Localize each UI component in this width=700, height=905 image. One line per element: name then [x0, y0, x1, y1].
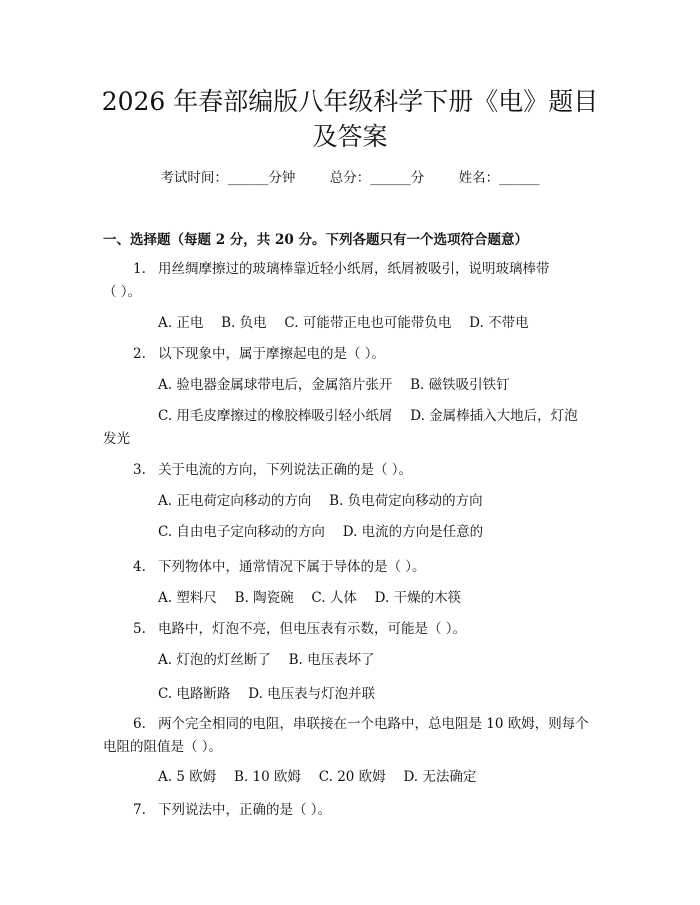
question-2-options-2: C. 用毛皮摩擦过的橡胶棒吸引轻小纸屑 D. 金属棒插入大地后，灯泡	[158, 408, 578, 424]
question-6-continued: 电阻的阻值是（ ）。	[103, 739, 223, 755]
student-name: 姓名：______	[458, 170, 540, 186]
question-5-options-1: A. 灯泡的灯丝断了 B. 电压表坏了	[158, 652, 375, 668]
question-1	[133, 259, 550, 279]
question-3-options-2: C. 自由电子定向移动的方向 D. 电流的方向是任意的	[158, 524, 484, 540]
question-1-options: A. 正电 B. 负电 C. 可能带正电也可能带负电 D. 不带电	[158, 315, 529, 331]
question-text: 两个完全相同的电阻，串联接在一个电路中，总电阻是 10 欧姆，则每个	[158, 716, 589, 732]
document-title	[60, 84, 640, 154]
question-number: 2.	[133, 346, 146, 362]
question-text: 以下现象中，属于摩擦起电的是（ ）。	[158, 346, 386, 362]
question-5	[133, 619, 466, 639]
section-heading: 一、选择题（每题 2 分，共 20 分。下列各题只有一个选项符合题意）	[103, 232, 528, 248]
question-6-options: A. 5 欧姆 B. 10 欧姆 C. 20 欧姆 D. 无法确定	[158, 769, 477, 785]
question-text: 下列物体中，通常情况下属于导体的是（ ）。	[158, 559, 426, 575]
question-number: 7.	[133, 802, 146, 818]
question-7	[133, 800, 331, 820]
question-number: 1.	[133, 261, 146, 277]
question-2	[133, 344, 385, 364]
question-5-options-2: C. 电路断路 D. 电压表与灯泡并联	[158, 686, 376, 702]
question-text: 关于电流的方向，下列说法正确的是（ ）。	[158, 462, 413, 478]
question-text: 电路中，灯泡不亮，但电压表有示数，可能是（ ）。	[158, 621, 467, 637]
question-6	[133, 714, 589, 734]
question-4	[133, 557, 426, 577]
title-line-2: 及答案	[312, 122, 388, 151]
question-text: 下列说法中，正确的是（ ）。	[158, 802, 332, 818]
question-3-options-1: A. 正电荷定向移动的方向 B. 负电荷定向移动的方向	[158, 493, 483, 509]
question-3	[133, 460, 412, 480]
exam-time: 考试时间：______分钟	[160, 170, 296, 186]
question-number: 4.	[133, 559, 146, 575]
question-number: 6.	[133, 716, 146, 732]
question-4-options: A. 塑料尺 B. 陶瓷碗 C. 人体 D. 干燥的木筷	[158, 590, 462, 606]
question-number: 5.	[133, 621, 146, 637]
title-line-1: 2026 年春部编版八年级科学下册《电》题目	[101, 87, 599, 116]
question-text: 用丝绸摩擦过的玻璃棒靠近轻小纸屑，纸屑被吸引，说明玻璃棒带	[158, 261, 550, 277]
question-number: 3.	[133, 462, 146, 478]
question-2-options-1: A. 验电器金属球带电后，金属箔片张开 B. 磁铁吸引铁钉	[158, 377, 510, 393]
question-2-options-continued: 发光	[103, 431, 130, 447]
exam-meta	[0, 168, 700, 188]
question-1-continued: （ ）。	[103, 284, 142, 300]
total-score: 总分：______分	[329, 170, 425, 186]
